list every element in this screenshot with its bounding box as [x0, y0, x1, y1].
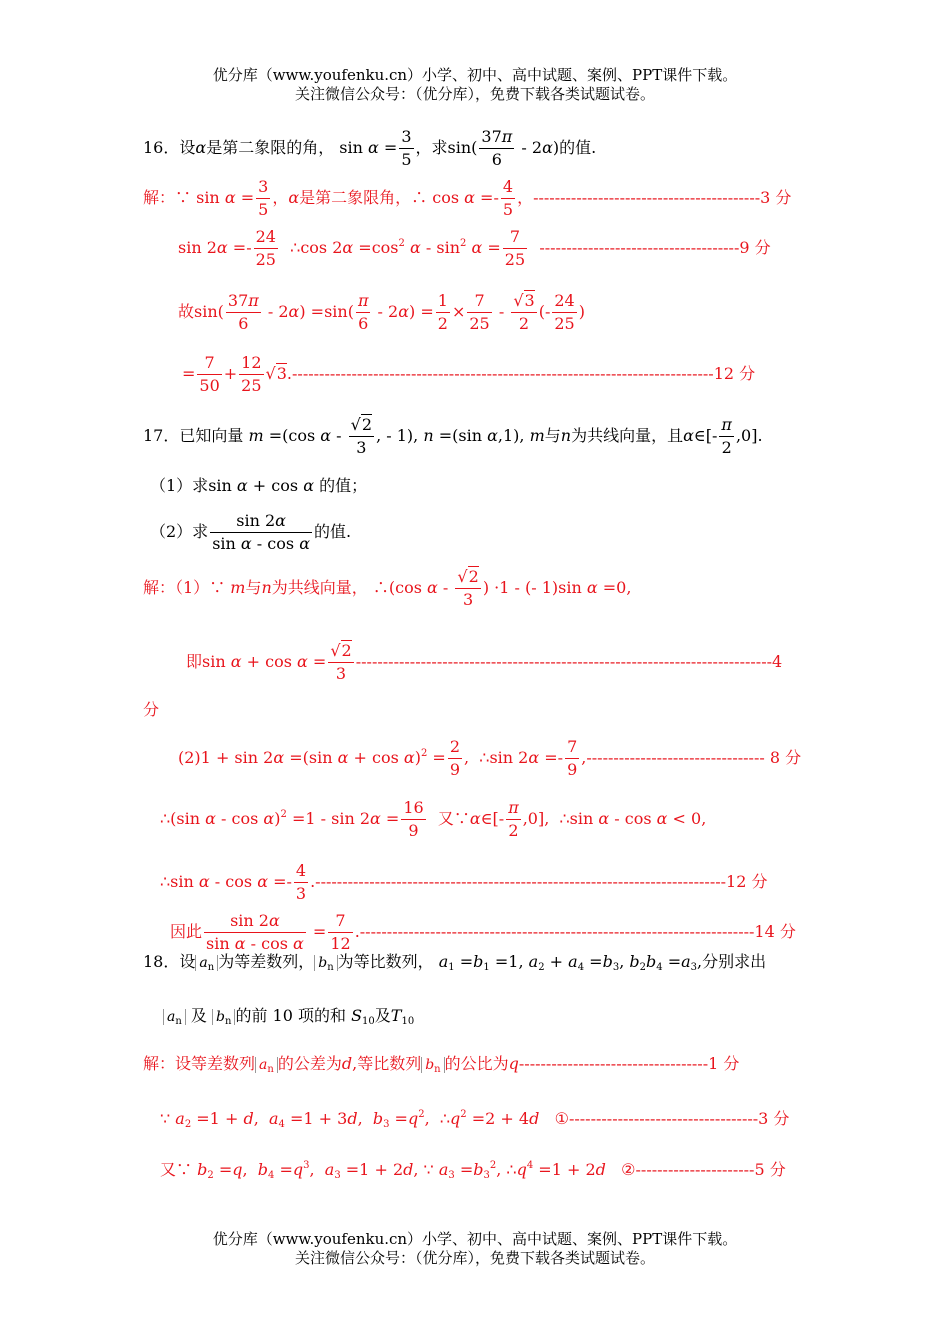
solution-18-line-3: 又∵ $b_2 =q$, $b_4 =q^3$, $a_3 =1 + 2d$, ∵ $a_3 =b_3^2$, $\therefore q^4 =1 + 2d$ ②----------------------5 分: [160, 1160, 786, 1181]
solution-17-line-5: ∴sin α - cos α =- $\frac{4}{3}$ .----------------------------------------------------------------------------12 分: [160, 861, 768, 903]
question-number: 17．: [143, 426, 180, 445]
solution-18-line-2: ∵ $a_2 =1 + d$, $a_4 =1 + 3d$, $b_3 =q^2$, $\therefore q^2 =2 + 4d$ ①-----------------------------------3 分: [160, 1109, 790, 1130]
solution-16-line-4: = $\frac{7}{50}$ + $\frac{12}{25}$ √3.------------------------------------------------------------------------------12 分: [182, 353, 756, 395]
header-line-2: 关注微信公众号：（优分库），免费下载各类试题试卷。: [294, 85, 655, 103]
solution-16-line-3: 故sin( $\frac{37\pi}{6}$ - 2α) =sin( $\frac{\pi}{6}$ - 2α) = $\frac{1}{2}$ × $\frac{7}{25}$ - $\frac{√3}{2}$ (- $\frac{24}{25}$ ): [178, 291, 585, 333]
footer-line-2: 关注微信公众号：（优分库），免费下载各类试题试卷。: [294, 1249, 655, 1267]
question-17: 17．已知向量 m =(cos α - $\frac{√2}{3}$ , - 1), n =(sin α,1), m与n为共线向量，且α∈[- $\frac{\pi}{2}$ ,0].: [143, 415, 763, 457]
solution-18-line-1: 解：设等差数列 $a_n$ 的公差为d,等比数列 $b_n$ 的公比为q-----------------------------------1 分: [143, 1054, 740, 1075]
question-17-part-2: （2）求 $\frac{\sin 2\alpha}{\text{sin α - cos α}}$ 的值.: [150, 511, 352, 553]
solution-16-line-1: 解：∵ sin α = $\frac{3}{5}$ ，α是第二象限角，∴ cos α =- $\frac{4}{5}$ ，------------------------------------------3 分: [143, 177, 792, 219]
solution-17-line-2-cont: 分: [143, 700, 160, 719]
solution-17-line-1: 解：（1）∵ m与n为共线向量， ∴(cos α - $\frac{√2}{3}$ ) ·1 - (- 1)sin α =0,: [143, 567, 632, 609]
question-18: 18．设 $a_n$ 为等差数列， $b_n$ 为等比数列， $a_1 =b_1 =1$, $a_2 + a_4 =b_3$, $b_2b_4 =a_3$,分别求出: [143, 952, 767, 973]
solution-17-line-2: 即sin α + cos α = $\frac{√2}{3}$ -----------------------------------------------------------------------------4: [186, 641, 783, 683]
question-number: 18．: [143, 952, 180, 971]
question-17-part-1: （1）求sin α + cos α 的值；: [150, 476, 368, 495]
question-16: 16．设α是第二象限的角， sin α = $\frac{3}{5}$ ，求sin( $\frac{37\pi}{6}$ - 2α)的值.: [143, 127, 597, 169]
solution-16-line-2: sin 2α =- $\frac{24}{25}$ ∴cos $2\alpha =\cos^2$ α - $\sin^2 \alpha$ = $\frac{7}{25}$ -------------------------------------9 分: [178, 227, 771, 269]
header-line-1: 优分库（www.youfenku.cn）小学、初中、高中试题、案例、PPT课件下载。: [212, 66, 738, 84]
solution-17-line-3: (2)1 + sin 2α =(sin α + cos α)$^2$ = $\frac{2}{9}$ , ∴sin 2α =- $\frac{7}{9}$ ,--------------------------------- 8 分: [178, 737, 802, 779]
footer-line-1: 优分库（www.youfenku.cn）小学、初中、高中试题、案例、PPT课件下载。: [212, 1230, 738, 1248]
solution-17-line-6: 因此 $\frac{\sin 2\alpha}{\text{sin α - cos α}}$ = $\frac{7}{12}$ .-------------------------------------------------------------------------14 分: [170, 911, 796, 953]
question-number: 16．: [143, 138, 180, 157]
question-18-line-2: $a_n$ 及 $b_n$ 的前 10 项的和 $S_{10}$及$T_{10}$: [163, 1006, 414, 1032]
solution-17-line-4: ∴(sin α - cos α)$^2$ =1 - sin 2α = $\frac{16}{9}$ 又∵α∈[- $\frac{\pi}{2}$ ,0], ∴sin α - cos α < 0,: [160, 798, 707, 840]
